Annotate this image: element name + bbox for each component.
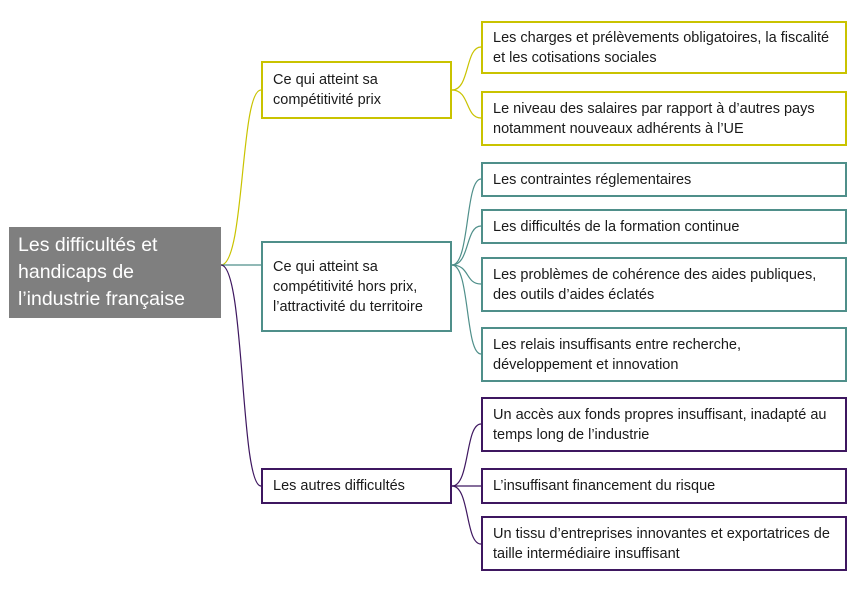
branch-node-other-difficulties — [261, 468, 452, 504]
connector-branch-1-leaf-2 — [452, 90, 481, 118]
branch-label: Ce qui atteint sa compétitivité hors prix, l’attractivité du territoire — [273, 258, 423, 315]
branch-label: Les autres difficultés — [273, 478, 405, 494]
leaf-label: Les charges et prélèvements obligatoires, la fiscalité et les cotisations sociales — [493, 29, 830, 66]
connector-branch-3-leaf-3 — [452, 486, 481, 544]
connector-root-branch-1 — [221, 90, 261, 265]
leaf-node — [481, 91, 847, 146]
leaf-node — [481, 327, 847, 382]
leaf-label: Le niveau des salaires par rapport à d’autres pays notamment nouveaux adhérents à l’UE — [493, 100, 815, 137]
leaf-label: Un accès aux fonds propres insuffisant, inadapté au temps long de l’industrie — [493, 406, 827, 443]
leaf-node — [481, 21, 847, 74]
connector-branch-2-leaf-1 — [452, 179, 481, 265]
branch-node-price-competitiveness — [261, 61, 452, 119]
leaf-label: L’insuffisant financement du risque — [493, 478, 716, 494]
leaf-label: Un tissu d’entreprises innovantes et exportatrices de taille intermédiaire insuffisant — [493, 525, 830, 562]
leaf-node — [481, 516, 847, 571]
connector-branch-3-leaf-1 — [452, 424, 481, 486]
leaf-label: Les relais insuffisants entre recherche, développement et innovation — [493, 336, 741, 373]
leaf-node — [481, 468, 847, 504]
leaf-node — [481, 209, 847, 244]
leaf-label: Les problèmes de cohérence des aides publiques, des outils d’aides éclatés — [493, 266, 817, 303]
leaf-label: Les difficultés de la formation continue — [493, 218, 740, 235]
connector-root-branch-3 — [221, 265, 261, 486]
leaf-label: Les contraintes réglementaires — [493, 171, 692, 188]
leaf-node — [481, 397, 847, 452]
branch-label: Ce qui atteint sa compétitivité prix — [273, 72, 381, 108]
leaf-node — [481, 257, 847, 312]
connector-branch-1-leaf-1 — [452, 47, 481, 90]
root-label: Les difficultés et handicaps de l’industrie française — [18, 234, 185, 310]
leaf-node — [481, 162, 847, 197]
connector-branch-2-leaf-2 — [452, 226, 481, 265]
branch-node-non-price-competitiveness — [261, 241, 452, 332]
connector-branch-2-leaf-4 — [452, 265, 481, 354]
root-node — [9, 227, 221, 318]
